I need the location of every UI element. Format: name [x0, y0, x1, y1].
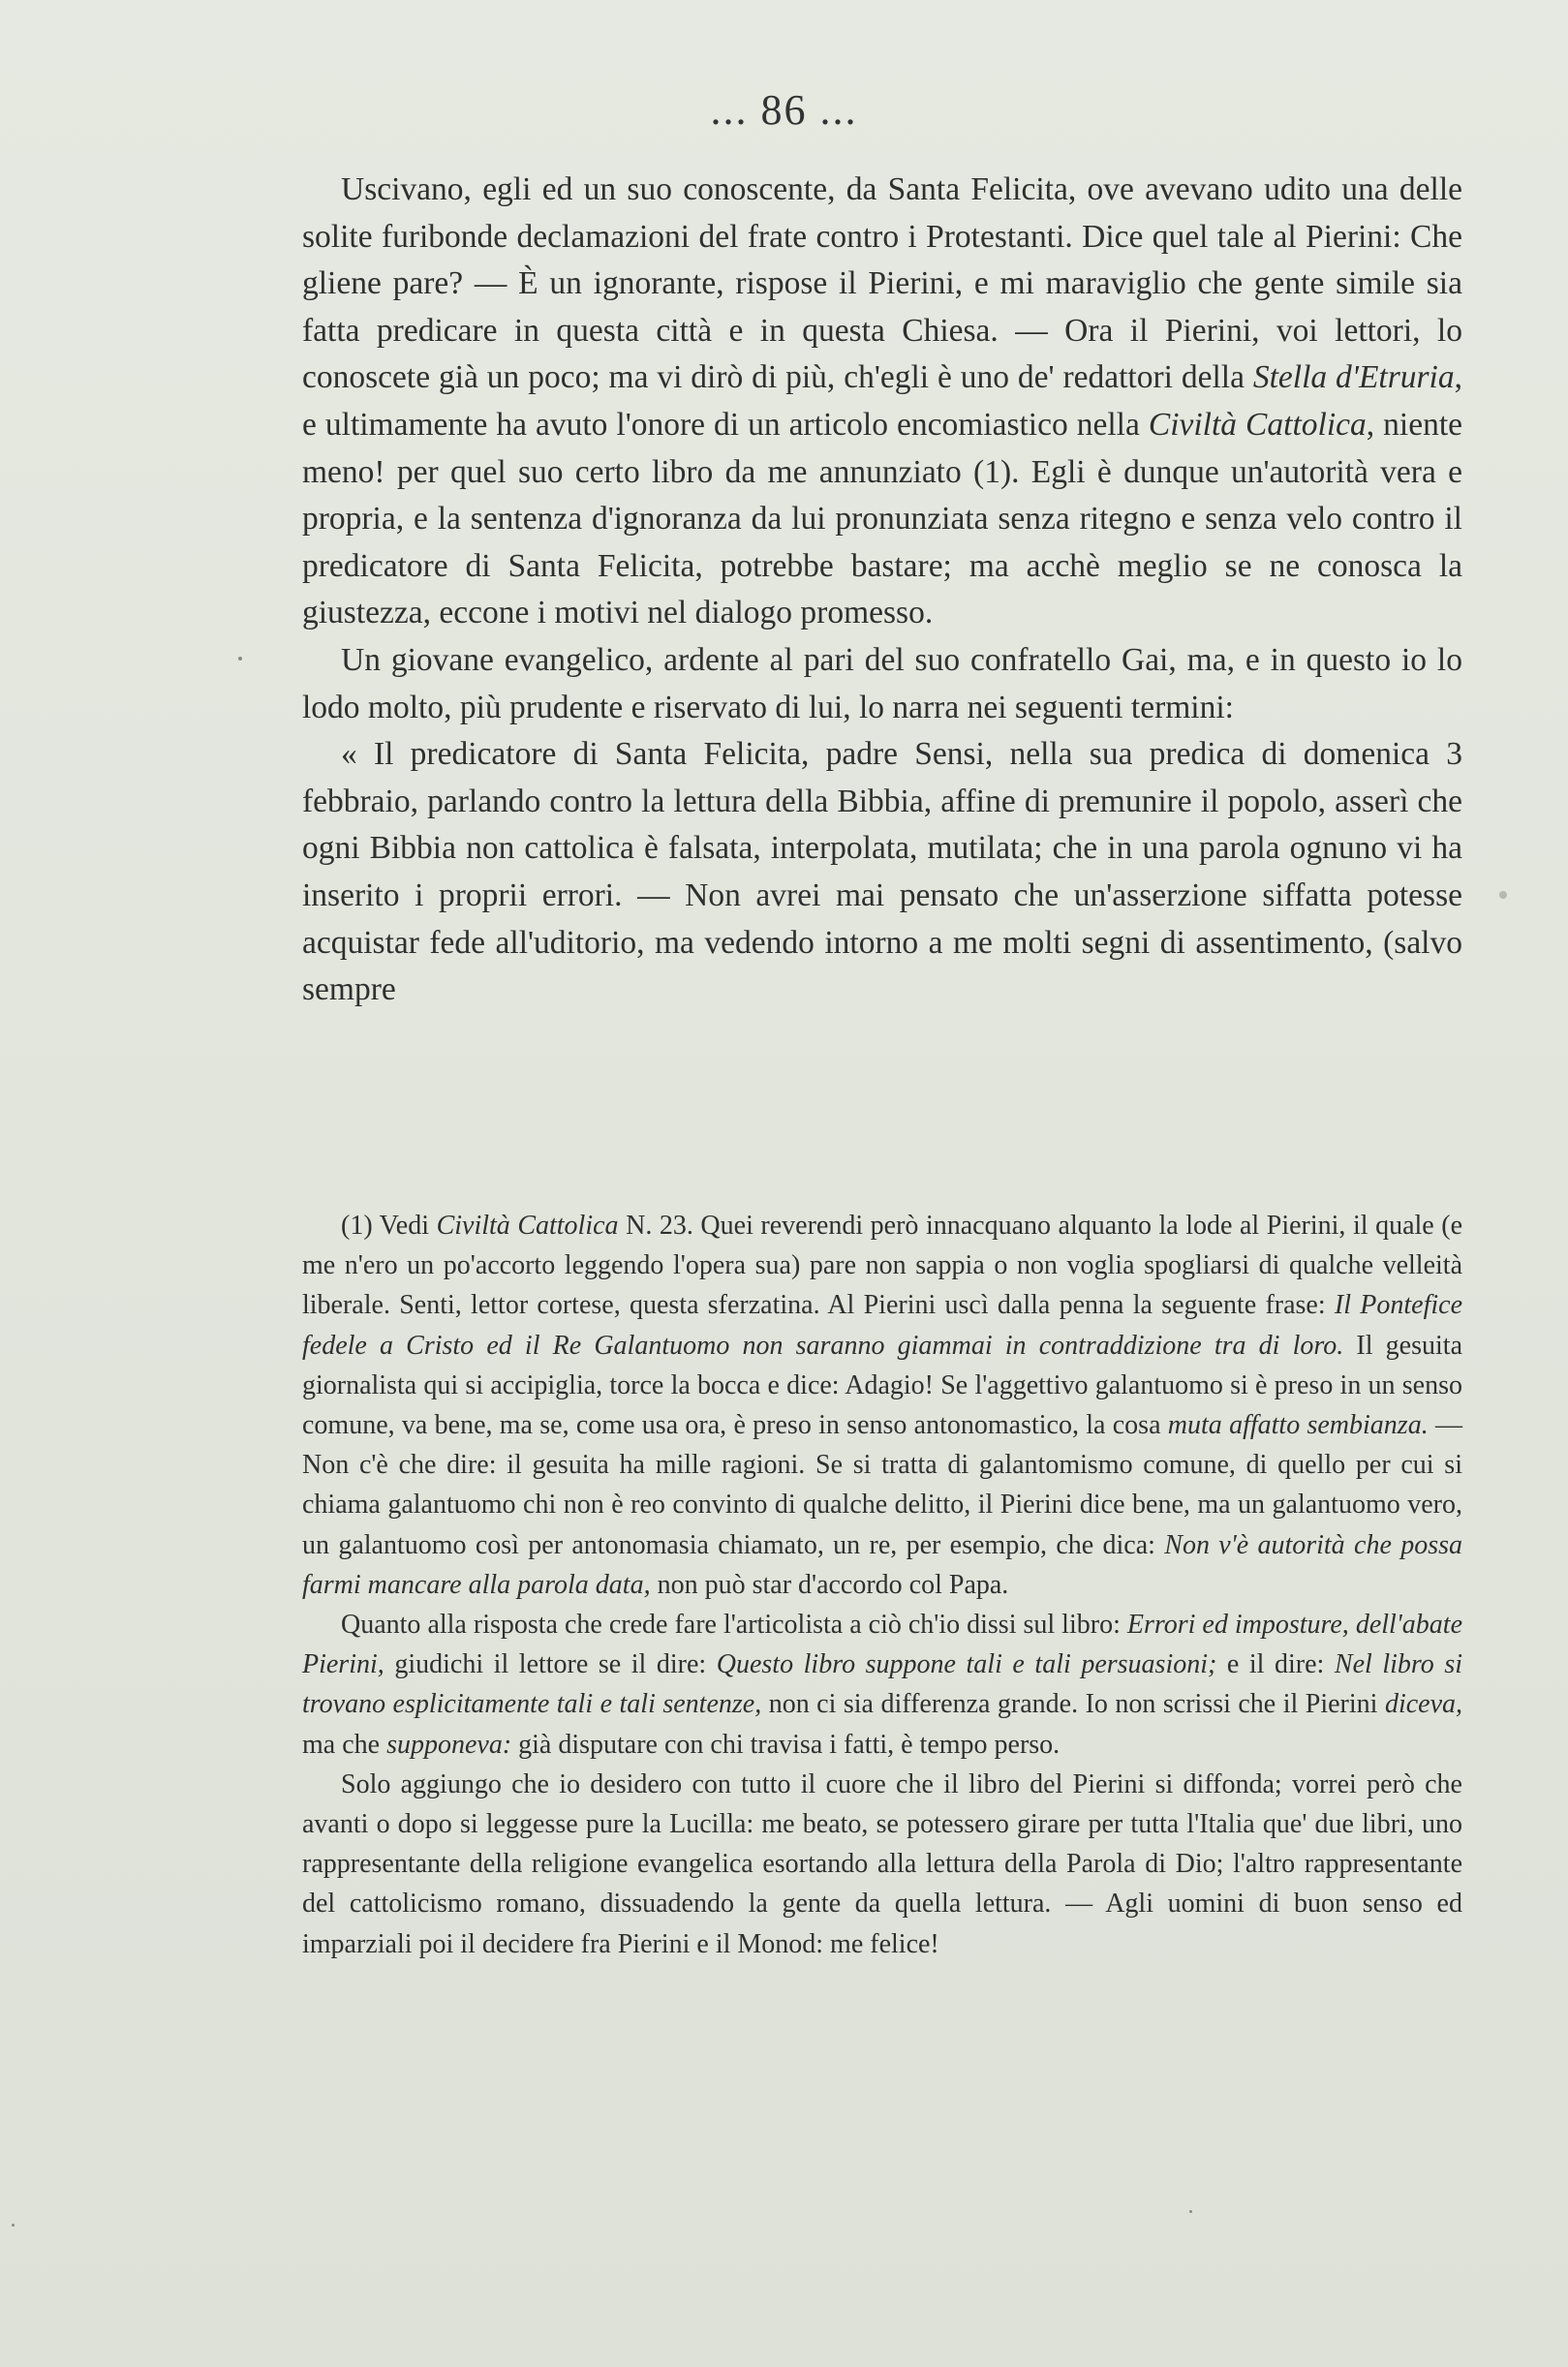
main-text — [302, 167, 1462, 1014]
paper-speck — [1189, 2210, 1192, 2213]
footnote-3: Solo aggiungo che io desidero con tutto il cuore che il libro del Pierini si diffonda; vorrei però che avanti o dopo si leggesse pure la Lucilla: me beato, se potessero girare per tutta l'Italia que' due libri, uno rappresentante della religione evangelica esortando alla lettura della Parola di Dio; l'altro rappresentante del cattolicismo romano, dissuadendo la gente da quella lettura. — Agli uomini di buon senso ed imparziali poi il decidere fra Pierini e il Monod: me felice! — [302, 1768, 1462, 1959]
paper-speck — [12, 2224, 15, 2227]
footnote-1: (1) Vedi Civiltà Cattolica N. 23. Quei reverendi però innacquano alquanto la lode al Pierini, il quale (e me n'ero un po'accorto leggendo l'opera sua) pare non sappia o non voglia spogliarsi di qualche velleità liberale. Senti, lettor cortese, questa sferzatina. Al Pierini uscì dalla penna la seguente frase: Il Pontefice fedele a Cristo ed il Re Galantuomo non saranno giammai in contraddizione tra di loro. Il gesuita giornalista qui si accipiglia, torce la bocca e dice: Adagio! Se l'aggettivo galantuomo si è preso in un senso comune, va bene, ma se, come usa ora, è preso in senso antonomastico, la cosa muta affatto sembianza. — Non c'è che dire: il gesuita ha mille ragioni. Se si tratta di galantomismo comune, di quello per cui si chiama galantuomo chi non è reo convinto di qualche delitto, il Pierini dice bene, ma un galantuomo vero, un galantuomo così per antonomasia chiamato, un re, per esempio, che dica: Non v'è autorità che possa farmi mancare alla parola data, non può star d'accordo col Papa. — [302, 1211, 1463, 1600]
footnotes — [302, 1206, 1462, 1964]
paragraph-2: Un giovane evangelico, ardente al pari del suo confratello Gai, ma, e in questo io lo lodo molto, più prudente e riservato di lui, lo narra nei seguenti termini: — [302, 641, 1462, 725]
paragraph-1: Uscivano, egli ed un suo conoscente, da Santa Felicita, ove avevano udito una delle solite furibonde declamazioni del frate contro i Protestanti. Dice quel tale al Pierini: Che gliene pare? — È un ignorante, rispose il Pierini, e mi maraviglio che gente simile sia fatta predicare in questa città e in questa Chiesa. — Ora il Pierini, voi lettori, lo conoscete già un poco; ma vi dirò di più, ch'egli è uno de' redattori della Stella d'Etruria, e ultimamente ha avuto l'onore di un articolo encomiastico nella Civiltà Cattolica, niente meno! per quel suo certo libro da me annunziato (1). Egli è dunque un'autorità vera e propria, e la sentenza d'ignoranza da lui pronunziata senza ritegno e senza velo contro il predicatore di Santa Felicita, potrebbe bastare; ma acchè meglio se ne conosca la giustezza, eccone i motivi nel dialogo promesso. — [302, 171, 1462, 631]
paper-speck — [1499, 891, 1507, 899]
footnote-2: Quanto alla risposta che crede fare l'articolista a ciò ch'io dissi sul libro: Errori ed imposture, dell'abate Pierini, giudichi il lettore se il dire: Questo libro suppone tali e tali persuasioni; e il dire: Nel libro si trovano esplicitamente tali e tali sentenze, non ci sia differenza grande. Io non scrissi che il Pierini diceva, ma che supponeva: già disputare con chi travisa i fatti, è tempo perso. — [302, 1610, 1462, 1760]
paragraph-3: « Il predicatore di Santa Felicita, padre Sensi, nella sua predica di domenica 3 febbraio, parlando contro la lettura della Bibbia, affine di premunire il popolo, asserì che ogni Bibbia non cattolica è falsata, interpolata, mutilata; che in una parola ognuno vi ha inserito i proprii errori. — Non avrei mai pensato che un'asserzione siffatta potesse acquistar fede all'uditorio, ma vedendo intorno a me molti segni di assentimento, (salvo sempre — [302, 736, 1462, 1008]
paper-speck — [238, 657, 242, 661]
page-number: ... 86 ... — [710, 86, 858, 134]
